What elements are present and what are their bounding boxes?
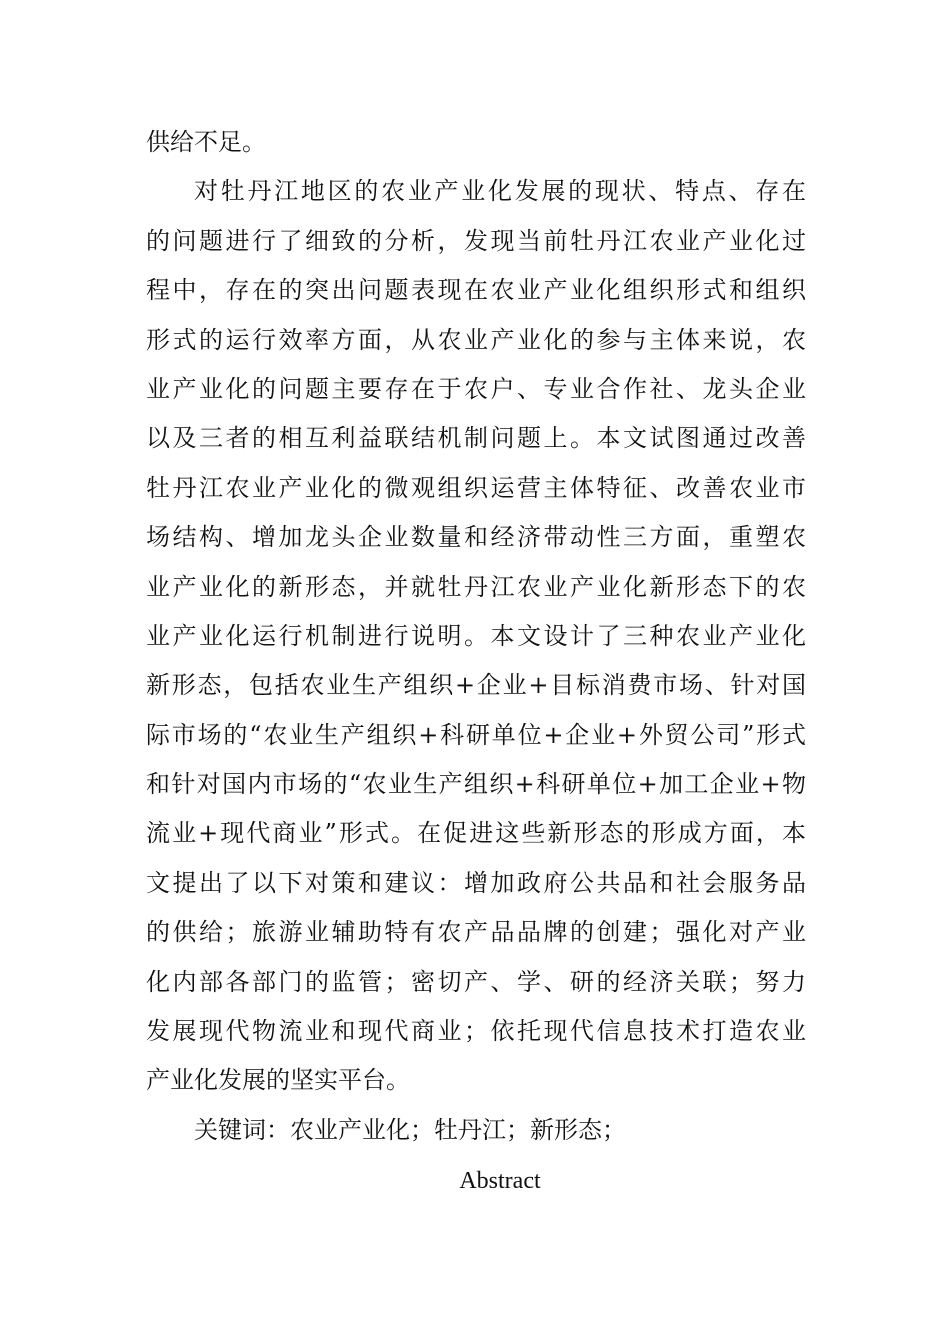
abstract-heading: Abstract bbox=[459, 1168, 541, 1194]
text-line: 流业+现代商业”形式。在促进这些新形态的形成方面，本 bbox=[146, 819, 806, 848]
text-line: 的供给；旅游业辅助特有农产品品牌的创建；强化对产业 bbox=[146, 918, 806, 947]
text-line: 程中，存在的突出问题表现在农业产业化组织形式和组织 bbox=[146, 276, 806, 305]
text-line: 的问题进行了细致的分析，发现当前牡丹江农业产业化过 bbox=[146, 226, 806, 255]
text-line: 业产业化的问题主要存在于农户、专业合作社、龙头企业 bbox=[146, 374, 806, 403]
keywords-line: 关键词：农业产业化；牡丹江；新形态； bbox=[194, 1115, 626, 1144]
text-line: 新形态，包括农业生产组织+企业+目标消费市场、针对国 bbox=[146, 671, 806, 700]
abstract-body bbox=[146, 118, 806, 1155]
text-line: 场结构、增加龙头企业数量和经济带动性三方面，重塑农 bbox=[146, 523, 806, 552]
text-line: 牡丹江农业产业化的微观组织运营主体特征、改善农业市 bbox=[146, 473, 806, 502]
text-line: 对牡丹江地区的农业产业化发展的现状、特点、存在 bbox=[194, 177, 806, 206]
text-line: 际市场的“农业生产组织+科研单位+企业+外贸公司”形式 bbox=[146, 720, 806, 749]
text-line: 供给不足。 bbox=[146, 128, 266, 156]
text-line: 形式的运行效率方面，从农业产业化的参与主体来说，农 bbox=[146, 325, 806, 354]
text-line: 产业化发展的坚实平台。 bbox=[146, 1066, 410, 1095]
text-line: 发展现代物流业和现代商业；依托现代信息技术打造农业 bbox=[146, 1017, 806, 1046]
text-line: 文提出了以下对策和建议：增加政府公共品和社会服务品 bbox=[146, 868, 806, 897]
text-line: 和针对国内市场的“农业生产组织+科研单位+加工企业+物 bbox=[146, 770, 806, 799]
text-line: 业产业化运行机制进行说明。本文设计了三种农业产业化 bbox=[146, 621, 806, 650]
text-line: 以及三者的相互利益联结机制问题上。本文试图通过改善 bbox=[146, 424, 806, 453]
text-line: 化内部各部门的监管；密切产、学、研的经济关联；努力 bbox=[146, 967, 806, 996]
text-line: 业产业化的新形态，并就牡丹江农业产业化新形态下的农 bbox=[146, 572, 806, 601]
